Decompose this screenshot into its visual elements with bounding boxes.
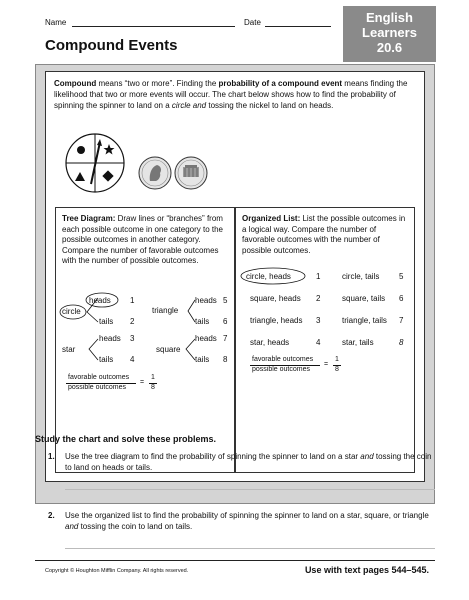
badge-line2: Learners bbox=[362, 25, 417, 40]
intro-term-probability: probability of a compound event bbox=[218, 79, 343, 88]
problem-number: 2. bbox=[48, 511, 55, 520]
tree-tails: tails bbox=[99, 317, 114, 326]
tree-fraction-denominator-label: possible outcomes bbox=[68, 384, 126, 391]
tree-outcome-num: 5 bbox=[223, 296, 228, 305]
tree-outcome-num: 6 bbox=[223, 317, 228, 326]
tree-heads: heads bbox=[99, 334, 121, 343]
org-cell: star, heads bbox=[250, 338, 290, 347]
org-cell-num: 7 bbox=[399, 316, 404, 325]
date-field[interactable] bbox=[265, 26, 331, 27]
page-title: Compound Events bbox=[45, 37, 178, 54]
tree-outcome-num: 2 bbox=[130, 317, 135, 326]
english-learners-badge bbox=[343, 6, 436, 62]
tree-heading: Tree Diagram: bbox=[62, 214, 116, 223]
organized-list-box bbox=[235, 207, 415, 473]
intro-term-compound: Compound bbox=[54, 79, 97, 88]
problem-2 bbox=[35, 510, 435, 532]
org-cell: triangle, heads bbox=[250, 316, 303, 325]
tree-fraction-denominator: 8 bbox=[151, 384, 155, 391]
problem-2-part-b: tossing the coin to land on tails. bbox=[78, 522, 193, 531]
org-cell-num: 6 bbox=[399, 294, 404, 303]
tree-shape-circle: circle bbox=[62, 307, 81, 316]
study-heading: Study the chart and solve these problems. bbox=[35, 434, 217, 444]
org-cell-num: 5 bbox=[399, 272, 404, 281]
org-cell-num: 1 bbox=[316, 272, 321, 281]
org-cell-num: 3 bbox=[316, 316, 321, 325]
intro-circle: circle bbox=[171, 101, 191, 110]
problem-2-part-a: Use the organized list to find the probability of spinning the spinner to land on a star, square, or triangle bbox=[65, 511, 429, 520]
org-cell: triangle, tails bbox=[342, 316, 387, 325]
problem-text bbox=[65, 510, 435, 532]
spinner-icon bbox=[64, 132, 126, 194]
tree-outcome-num: 3 bbox=[130, 334, 135, 343]
problem-text bbox=[65, 451, 435, 473]
org-cell: square, tails bbox=[342, 294, 386, 303]
nickel-coins-icon bbox=[138, 155, 210, 191]
tree-tails: tails bbox=[99, 355, 114, 364]
problem-2-and: and bbox=[65, 522, 79, 531]
org-cell: square, heads bbox=[250, 294, 301, 303]
tree-outcome-num: 1 bbox=[130, 296, 135, 305]
tree-outcome-num: 4 bbox=[130, 355, 135, 364]
intro-and: and bbox=[192, 101, 207, 110]
intro-text bbox=[54, 78, 416, 111]
tree-heads: heads bbox=[195, 296, 217, 305]
problem-number: 1. bbox=[48, 452, 55, 461]
copyright: Copyright © Houghton Mifflin Company. All rights reserved. bbox=[45, 568, 189, 574]
org-fraction-denominator: 8 bbox=[335, 366, 339, 373]
problem-1-and: and bbox=[360, 452, 374, 461]
text-pages-reference: Use with text pages 544–545. bbox=[304, 565, 429, 575]
tree-shape-star: star bbox=[62, 345, 76, 354]
answer-line-2[interactable] bbox=[65, 548, 435, 549]
tree-fraction-numerator-label: favorable outcomes bbox=[68, 374, 130, 381]
badge-line1: English bbox=[366, 10, 413, 25]
intro-part4: tossing the nickel to land on heads. bbox=[206, 101, 334, 110]
org-fraction-denominator-label: possible outcomes bbox=[252, 366, 310, 373]
tree-shape-triangle: triangle bbox=[152, 306, 179, 315]
tree-outcome-num: 7 bbox=[223, 334, 228, 343]
date-label: Date bbox=[244, 18, 261, 27]
org-equals: = bbox=[324, 361, 329, 368]
org-cell-num: 4 bbox=[316, 338, 321, 347]
intro-part2: means finding the likelihood that two or more events will occur. The chart below shows how to find the probability of spinning the spinner to land on a bbox=[54, 79, 408, 110]
tree-shape-square: square bbox=[156, 345, 181, 354]
org-cell-num: 8 bbox=[399, 338, 404, 347]
problem-1-part-a: Use the tree diagram to find the probability of spinning the spinner to land on a star bbox=[65, 452, 361, 461]
org-cell: star, tails bbox=[342, 338, 374, 347]
badge-line3: 20.6 bbox=[376, 40, 403, 55]
tree-tails: tails bbox=[195, 355, 210, 364]
problem-1 bbox=[35, 451, 435, 473]
org-fraction-numerator-label: favorable outcomes bbox=[252, 356, 314, 363]
name-label: Name bbox=[45, 18, 67, 27]
org-cell: circle, tails bbox=[342, 272, 380, 281]
intro-part1: means “two or more”. Finding the bbox=[96, 79, 219, 88]
tree-tails: tails bbox=[195, 317, 210, 326]
org-heading: Organized List: bbox=[242, 214, 301, 223]
footer-rule bbox=[35, 560, 435, 561]
org-fraction-numerator: 1 bbox=[335, 356, 339, 363]
name-field[interactable] bbox=[72, 26, 235, 27]
tree-outcome-num: 8 bbox=[223, 355, 228, 364]
org-cell: circle, heads bbox=[246, 272, 291, 281]
org-cell-num: 2 bbox=[316, 294, 321, 303]
tree-text: Draw lines or “branches” from each possible outcome in one category to the possible outcomes in another category. Compare the number of favorable outcomes with the number of possible outcomes. bbox=[62, 214, 223, 265]
org-text: List the possible outcomes in a logical way. Compare the number of favorable outcomes with the number of possible outcomes. bbox=[242, 214, 406, 255]
answer-line-1[interactable] bbox=[65, 489, 435, 490]
tree-heads: heads bbox=[195, 334, 217, 343]
problem-1-part-b: tossing the coin to land on heads or tails. bbox=[65, 452, 432, 472]
tree-equals: = bbox=[140, 379, 145, 386]
tree-heads: heads bbox=[89, 296, 111, 305]
tree-fraction-numerator: 1 bbox=[151, 374, 155, 381]
